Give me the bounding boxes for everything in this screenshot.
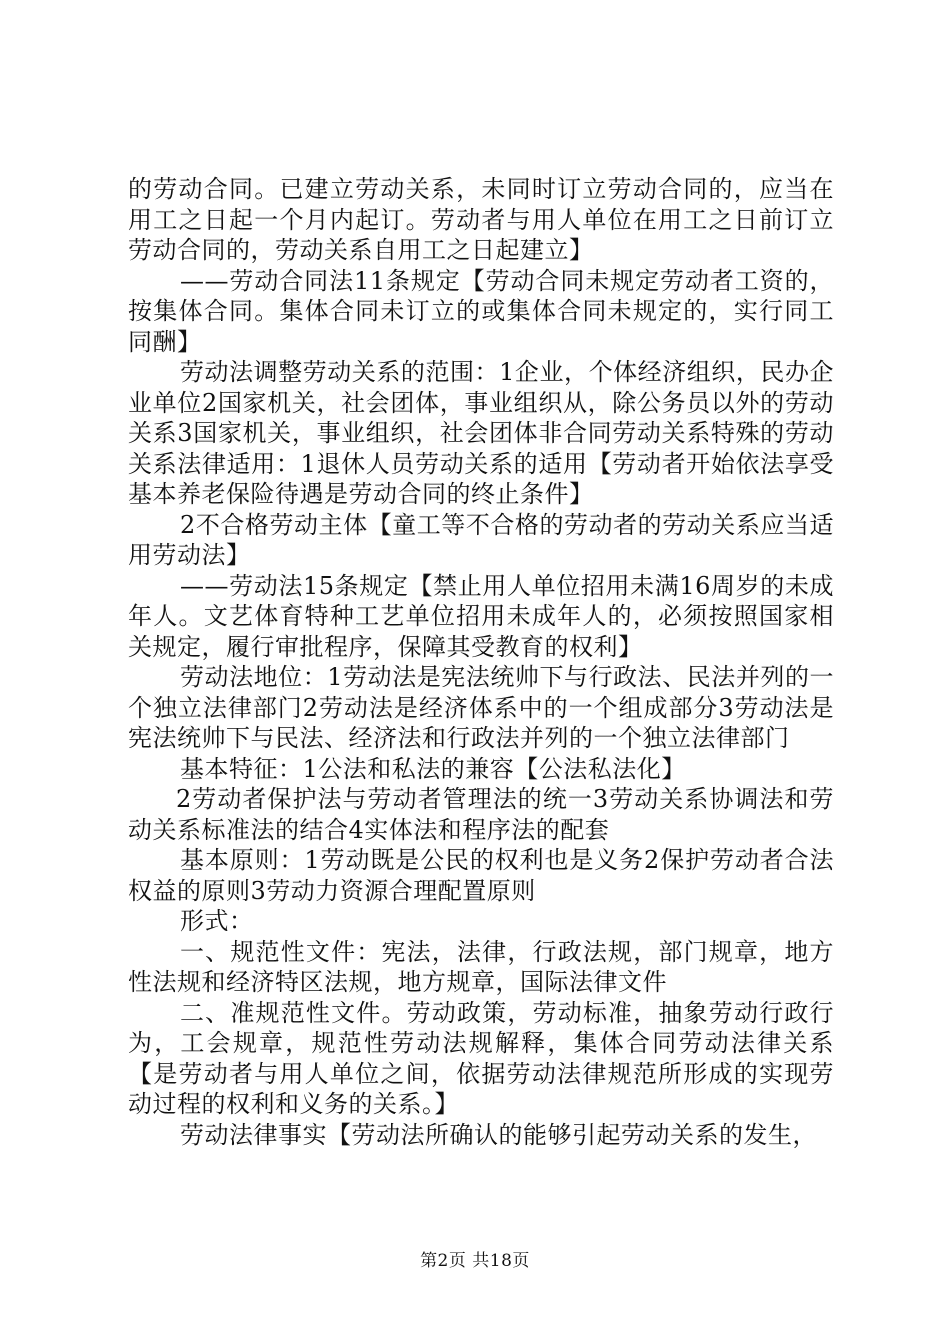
paragraph-8: 2劳动者保护法与劳动者管理法的统一3劳动关系协调法和劳动关系标准法的结合4实体法和程序法的配套 xyxy=(128,785,834,844)
paragraph-1: 的劳动合同。已建立劳动关系，未同时订立劳动合同的，应当在用工之日起一个月内起订。劳动者与用人单位在用工之日前订立劳动合同的，劳动关系自用工之日起建立】 xyxy=(128,175,834,264)
paragraph-11: 一、规范性文件：宪法，法律，行政法规，部门规章，地方性法规和经济特区法规，地方规章，国际法律文件 xyxy=(128,937,834,996)
paragraph-13: 劳动法律事实【劳动法所确认的能够引起劳动关系的发生， xyxy=(180,1120,817,1149)
paragraph-2: ——劳动合同法11条规定【劳动合同未规定劳动者工资的，按集体合同。集体合同未订立的或集体合同未规定的，实行同工同酬】 xyxy=(128,266,834,356)
document-body xyxy=(128,174,834,1150)
paragraph-10: 形式： xyxy=(180,907,254,935)
paragraph-6: 劳动法地位：1劳动法是宪法统帅下与行政法、民法并列的一个独立法律部门2劳动法是经济体系中的一个组成部分3劳动法是宪法统帅下与民法、经济法和行政法并列的一个独立法律部门 xyxy=(128,663,834,752)
page-number-footer: 第2页 共18页 xyxy=(420,1251,530,1271)
paragraph-7: 基本特征：1公法和私法的兼容【公法私法化】 xyxy=(180,754,686,783)
paragraph-9: 基本原则：1劳动既是公民的权利也是义务2保护劳动者合法权益的原则3劳动力资源合理配置原则 xyxy=(128,846,834,905)
paragraph-12: 二、准规范性文件。劳动政策，劳动标准，抽象劳动行政行为，工会规章，规范性劳动法规解释，集体合同劳动法律关系【是劳动者与用人单位之间，依据劳动法律规范所形成的实现劳动过程的权利和义务的关系。】 xyxy=(128,998,834,1118)
paragraph-4: 2不合格劳动主体【童工等不合格的劳动者的劳动关系应当适用劳动法】 xyxy=(128,510,834,569)
paragraph-3: 劳动法调整劳动关系的范围：1企业，个体经济组织，民办企业单位2国家机关，社会团体，事业组织从，除公务员以外的劳动关系3国家机关，事业组织，社会团体非合同劳动关系特殊的劳动关系法律适用：1退休人员劳动关系的适用【劳动者开始依法享受基本养老保险待遇是劳动合同的终止条件】 xyxy=(128,358,834,508)
paragraph-5: ——劳动法15条规定【禁止用人单位招用未满16周岁的未成年人。文艺体育特种工艺单位招用未成年人的，必须按照国家相关规定，履行审批程序，保障其受教育的权利】 xyxy=(128,571,834,661)
